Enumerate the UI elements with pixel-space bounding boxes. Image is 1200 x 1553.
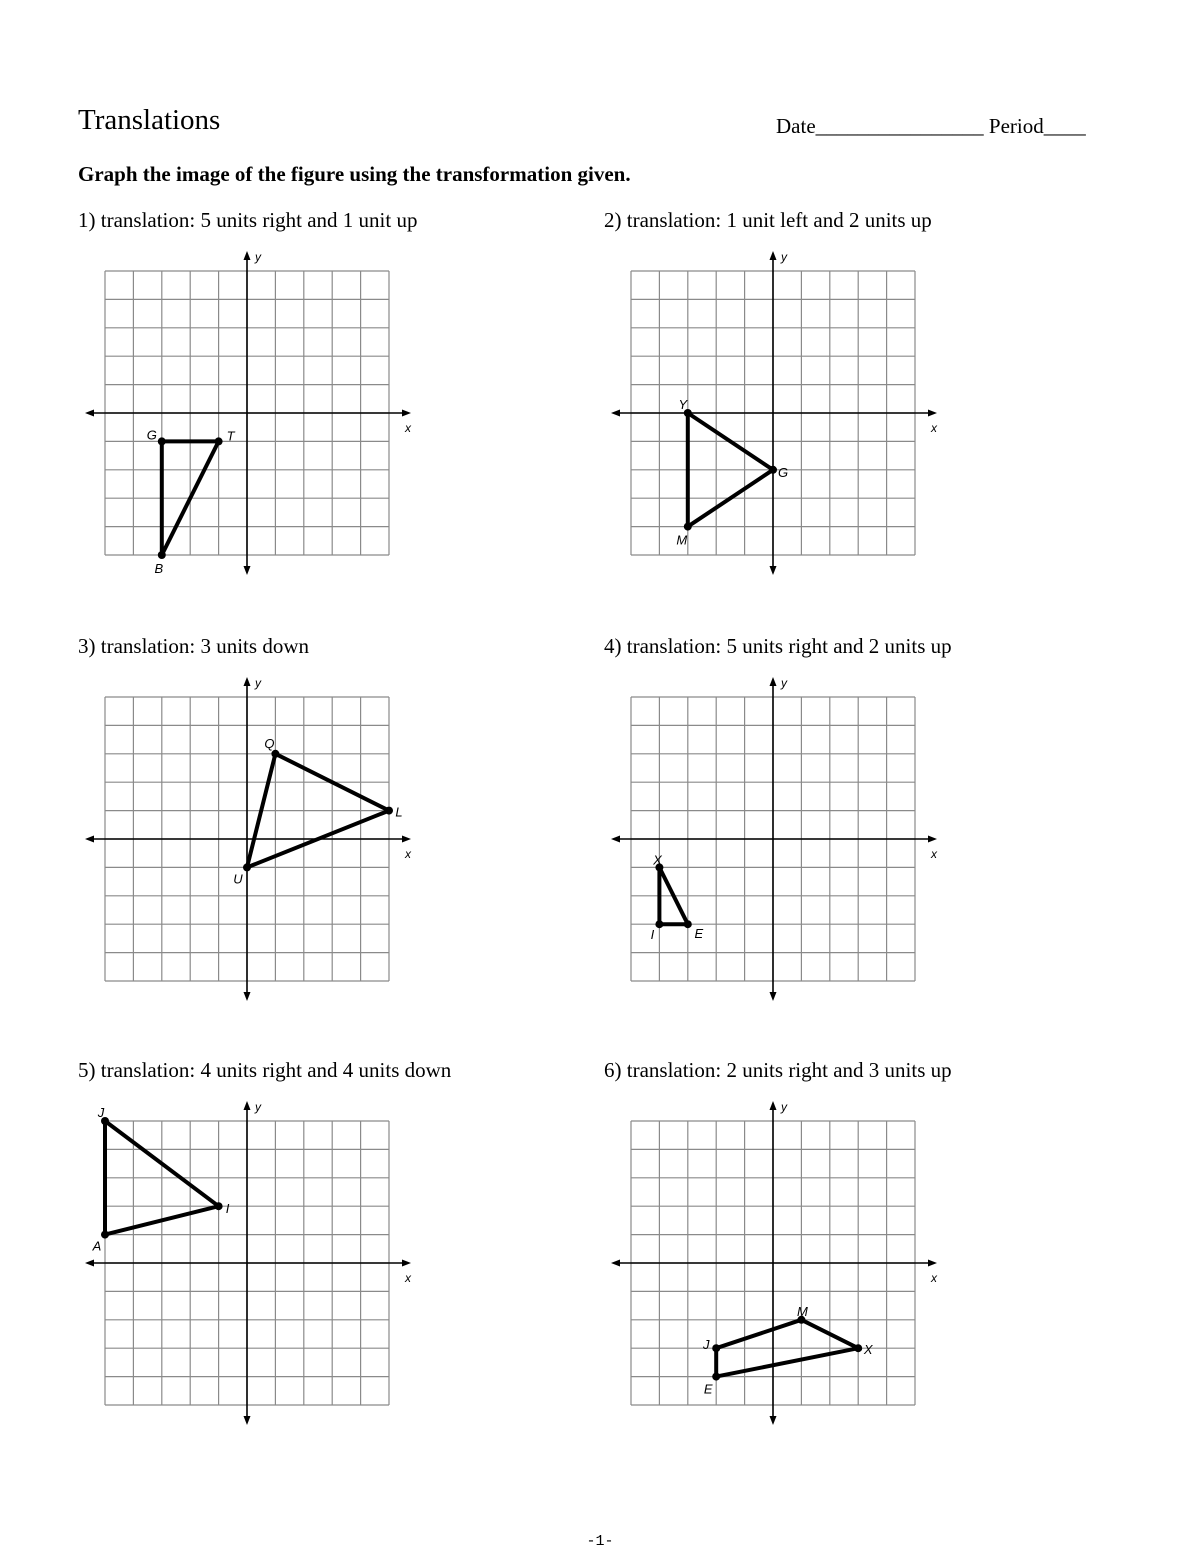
vertex-X xyxy=(854,1344,862,1352)
x-axis-arrow-left xyxy=(85,410,94,417)
vertex-E xyxy=(684,920,692,928)
problem-1-graph xyxy=(80,246,420,586)
vertex-label-L: L xyxy=(395,804,403,820)
vertex-U xyxy=(243,863,251,871)
problem-2-label: 2) translation: 1 unit left and 2 units up xyxy=(604,208,932,232)
y-axis-label: y xyxy=(781,1100,787,1114)
figure xyxy=(702,1304,874,1397)
vertex-A xyxy=(101,1231,109,1239)
y-axis-arrow-down xyxy=(244,1416,251,1425)
x-axis-arrow-right xyxy=(928,410,937,417)
y-axis-label: y xyxy=(255,676,261,690)
problem-6-graph xyxy=(606,1096,946,1436)
vertex-label-G: G xyxy=(777,464,789,480)
vertex-Q xyxy=(271,750,279,758)
x-axis-arrow-left xyxy=(611,1260,620,1267)
vertex-B xyxy=(158,551,166,559)
x-axis-label: x xyxy=(931,1271,937,1285)
vertex-label-I: I xyxy=(650,927,655,943)
vertex-label-X: X xyxy=(863,1342,873,1358)
y-axis-label: y xyxy=(781,676,787,690)
problem-3-label: 3) translation: 3 units down xyxy=(78,634,309,658)
x-axis-label: x xyxy=(405,421,411,435)
vertex-G xyxy=(158,437,166,445)
problem-2-graph xyxy=(606,246,946,586)
x-axis-arrow-left xyxy=(85,836,94,843)
y-axis-label: y xyxy=(255,250,261,264)
y-axis-arrow-up xyxy=(244,1101,251,1110)
vertex-label-X: X xyxy=(653,852,662,868)
vertex-label-Y: Y xyxy=(678,397,688,412)
vertex-label-M: M xyxy=(676,532,688,548)
vertex-label-J: J xyxy=(97,1105,105,1120)
vertex-J xyxy=(712,1344,720,1352)
problem-5-label: 5) translation: 4 units right and 4 units down xyxy=(78,1058,452,1082)
problem-4-label: 4) translation: 5 units right and 2 units up xyxy=(604,634,952,658)
y-axis-label: y xyxy=(781,250,787,264)
y-axis-arrow-down xyxy=(770,566,777,575)
y-axis-arrow-down xyxy=(244,566,251,575)
problem-1-label: 1) translation: 5 units right and 1 unit up xyxy=(78,208,418,232)
figure xyxy=(676,397,788,548)
vertex-label-J: J xyxy=(702,1337,710,1353)
y-axis-label: y xyxy=(255,1100,261,1114)
x-axis-arrow-right xyxy=(928,836,937,843)
vertex-T xyxy=(215,437,223,445)
vertex-G xyxy=(769,466,777,474)
x-axis-arrow-left xyxy=(611,836,620,843)
vertex-label-E: E xyxy=(694,926,704,942)
x-axis-arrow-right xyxy=(402,410,411,417)
vertex-label-Q: Q xyxy=(264,735,275,751)
y-axis-arrow-up xyxy=(770,677,777,686)
instructions: Graph the image of the figure using the transformation given. xyxy=(78,162,631,186)
y-axis-arrow-down xyxy=(770,992,777,1001)
y-axis-arrow-down xyxy=(244,992,251,1001)
figure xyxy=(147,427,236,576)
vertex-label-G: G xyxy=(146,427,157,443)
x-axis-label: x xyxy=(405,847,411,861)
vertex-label-I: I xyxy=(225,1201,230,1217)
x-axis-label: x xyxy=(405,1271,411,1285)
x-axis-label: x xyxy=(931,847,937,861)
problem-6-label: 6) translation: 2 units right and 3 units up xyxy=(604,1058,952,1082)
vertex-E xyxy=(712,1373,720,1381)
x-axis-label: x xyxy=(931,421,937,435)
vertex-label-A: A xyxy=(92,1238,102,1254)
vertex-label-E: E xyxy=(703,1381,713,1397)
figure xyxy=(651,852,704,942)
vertex-L xyxy=(385,807,393,815)
y-axis-arrow-up xyxy=(770,251,777,260)
vertex-I xyxy=(655,920,663,928)
x-axis-arrow-right xyxy=(928,1260,937,1267)
vertex-label-M: M xyxy=(796,1303,808,1319)
vertex-label-B: B xyxy=(154,561,164,576)
x-axis-arrow-right xyxy=(402,1260,411,1267)
x-axis-arrow-left xyxy=(85,1260,94,1267)
y-axis-arrow-up xyxy=(770,1101,777,1110)
page-number: -1- xyxy=(586,1533,614,1550)
problem-4-graph xyxy=(606,672,946,1012)
problem-3-graph xyxy=(80,672,420,1012)
y-axis-arrow-up xyxy=(244,251,251,260)
x-axis-arrow-left xyxy=(611,410,620,417)
problem-5-graph xyxy=(80,1096,420,1436)
vertex-M xyxy=(684,523,692,531)
x-axis-arrow-right xyxy=(402,836,411,843)
y-axis-arrow-up xyxy=(244,677,251,686)
date-period-line: Date________________ Period____ xyxy=(776,114,1086,138)
page-title: Translations xyxy=(78,104,221,136)
figure xyxy=(92,1105,230,1254)
vertex-I xyxy=(215,1202,223,1210)
vertex-label-T: T xyxy=(226,428,235,444)
vertex-label-U: U xyxy=(233,871,243,887)
y-axis-arrow-down xyxy=(770,1416,777,1425)
